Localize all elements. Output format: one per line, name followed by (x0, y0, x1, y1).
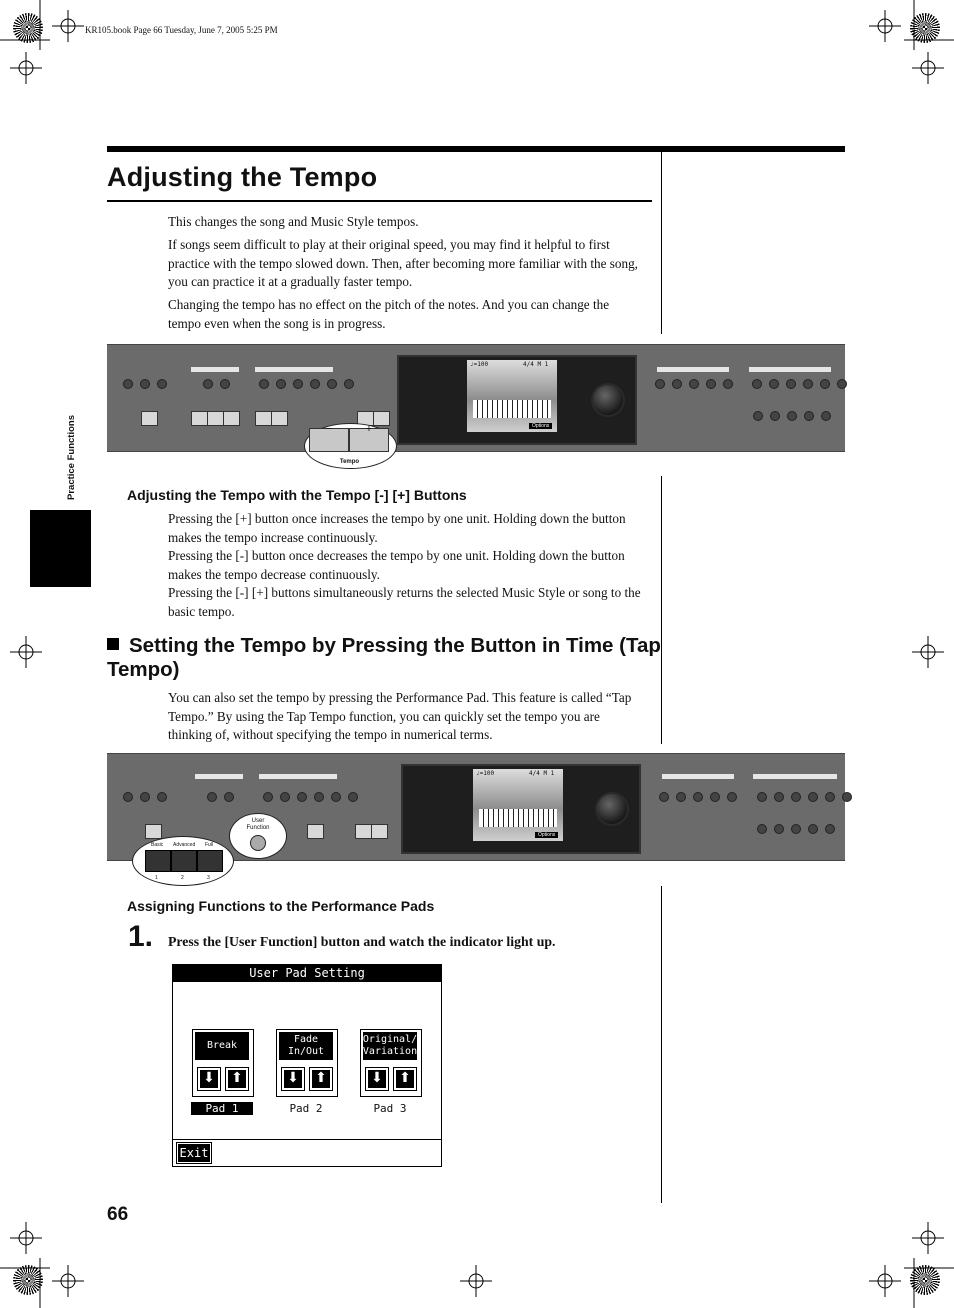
margin-rule-2 (661, 476, 662, 744)
pad-button-2 (207, 411, 224, 426)
panel-leds-left (123, 792, 167, 800)
panel-group-record-playback (749, 367, 831, 372)
pad-2-function: Fade In/Out (279, 1032, 333, 1060)
running-header: KR105.book Page 66 Tuesday, June 7, 2005 5:25 PM (85, 25, 278, 35)
panel-leds-bottom (757, 824, 835, 832)
section3-heading: Assigning Functions to the Performance Pads (127, 898, 435, 914)
intro-paragraph-3: Changing the tempo has no effect on the pitch of the notes. And you can change the tempo even when the song is in progress. (168, 297, 610, 331)
lcd-options-button: Options (529, 423, 552, 429)
sidebar-thumb-tab (30, 510, 91, 587)
pad-3-up-arrow-icon[interactable]: ⬆ (393, 1067, 417, 1091)
panel-display-frame (397, 355, 637, 445)
panel-group-record-playback (753, 774, 837, 779)
top-rule (107, 146, 845, 152)
panel-leds-record (752, 379, 847, 387)
step-number: 1. (128, 920, 154, 953)
lcd-meter-readout: 4/4 M 1 (529, 770, 555, 777)
performance-pad-3 (197, 850, 223, 872)
panel-leds-tone (655, 379, 733, 387)
panel-leds-left (123, 379, 167, 387)
user-program-button (141, 411, 158, 426)
performance-pad-callout (132, 836, 234, 886)
panel-group-music-style (255, 367, 333, 372)
panel-group-performance-pad (195, 774, 243, 779)
user-pad-setting-screen (172, 964, 442, 1167)
tempo-plus-button (371, 824, 388, 839)
panel-display-frame (401, 764, 641, 854)
section2-body: You can also set the tempo by pressing the Performance Pad. This feature is called “Tap Tempo.” By using the Tap Tempo function, you can quickly set the tempo you are thinking of, without specifying the tempo in numerical terms. (168, 690, 632, 743)
tempo-minus-callout-button: − (309, 428, 349, 452)
panel-leds-record (757, 792, 852, 800)
style-button-a (307, 824, 324, 839)
panel-group-music-style (259, 774, 337, 779)
panel-leds-pad (203, 379, 230, 387)
heading-square-bullet (107, 638, 119, 650)
pad-3-down-arrow-icon[interactable]: ⬇ (365, 1067, 389, 1091)
intro-paragraph-1: This changes the song and Music Style tempos. (168, 214, 419, 229)
panel-leds-tone (659, 792, 737, 800)
lcd-tempo-readout: ♩=100 (470, 361, 489, 368)
panel-leds-style (259, 379, 354, 387)
pad-2-label: Pad 2 (289, 1102, 323, 1115)
panel-illustration-tempo (107, 344, 845, 452)
style-button-a (255, 411, 272, 426)
user-program-button (145, 824, 162, 839)
intro-paragraph-2: If songs seem difficult to play at their original speed, you may find it helpful to first practice with the tempo slowed down. Then, after becoming more familiar with the song, you can practice it at a gradually faster tempo. (168, 237, 638, 290)
pad-3-label: Pad 3 (373, 1102, 407, 1115)
lcd-tempo-readout: ♩=100 (476, 770, 495, 777)
panel-leds-style (263, 792, 358, 800)
pad-header-advanced: Advanced (173, 842, 196, 848)
pad-1-down-arrow-icon[interactable]: ⬇ (197, 1067, 221, 1091)
section2-heading (107, 634, 667, 682)
page-title: Adjusting the Tempo (107, 162, 378, 192)
pad-number-1: 1 (155, 875, 158, 881)
tempo-plus-button (373, 411, 390, 426)
lcd-piano-keys (479, 809, 557, 827)
pad-header-basic: Basic (151, 842, 164, 848)
pad-number-3: 3 (207, 875, 210, 881)
panel-group-tone (657, 367, 729, 372)
pad-2-down-arrow-icon[interactable]: ⬇ (281, 1067, 305, 1091)
pad-3-function: Original/ Variation (363, 1032, 417, 1060)
pad-2-up-arrow-icon[interactable]: ⬆ (309, 1067, 333, 1091)
pad-header-full: Full (205, 842, 214, 848)
section2-heading-text: Setting the Tempo by Pressing the Button in Time (Tap Tempo) (107, 634, 661, 681)
screen-footer-divider (173, 1139, 441, 1140)
style-button-b (271, 411, 288, 426)
panel-group-tone (662, 774, 734, 779)
panel-lcd (467, 360, 557, 432)
pad-2-card[interactable] (276, 1029, 338, 1097)
lcd-piano-keys (473, 400, 551, 418)
pad-1-card[interactable] (192, 1029, 254, 1097)
page-number: 66 (107, 1204, 129, 1225)
sidebar-section-label: Practice Functions (66, 415, 77, 500)
pad-1-up-arrow-icon[interactable]: ⬆ (225, 1067, 249, 1091)
tempo-callout (304, 423, 397, 469)
exit-button[interactable]: Exit (176, 1142, 212, 1164)
tempo-callout-label: Tempo (339, 459, 360, 465)
pad-button-1 (191, 411, 208, 426)
margin-rule-3 (661, 886, 662, 1203)
pad-number-2: 2 (181, 875, 184, 881)
user-function-callout (229, 813, 287, 859)
panel-leds-bottom (753, 411, 831, 419)
section1-heading: Adjusting the Tempo with the Tempo [-] [+] Buttons (127, 487, 467, 503)
performance-pad-2 (171, 850, 197, 872)
tempo-minus-button (355, 824, 372, 839)
pad-button-3 (223, 411, 240, 426)
panel-leds-pad (207, 792, 234, 800)
lcd-options-button: Options (535, 832, 558, 838)
pad-3-card[interactable] (360, 1029, 422, 1097)
performance-pad-1 (145, 850, 171, 872)
lcd-meter-readout: 4/4 M 1 (523, 361, 549, 368)
panel-lcd (473, 769, 563, 841)
screen-title: User Pad Setting (173, 965, 441, 982)
user-function-label: User Function (246, 818, 270, 831)
step-text: Press the [User Function] button and watch the indicator light up. (168, 934, 556, 949)
panel-group-performance-pad (191, 367, 239, 372)
dial-knob (591, 383, 625, 417)
section1-body: Pressing the [+] button once increases the tempo by one unit. Holding down the button makes the tempo increase continuously. Pressing the [-] button once decreases the tempo by one unit. Holding down the button makes the tempo decrease continuously. Pressing the [-] [+] buttons simultaneously returns the selected Music Style or song to the basic tempo. (168, 511, 641, 619)
margin-rule-1 (661, 152, 662, 334)
tempo-plus-callout-button: + (349, 428, 389, 452)
title-underline (107, 200, 652, 202)
pad-1-function: Break (195, 1032, 249, 1060)
pad-1-label: Pad 1 (191, 1102, 253, 1115)
dial-knob (595, 792, 629, 826)
user-function-button (250, 835, 266, 851)
